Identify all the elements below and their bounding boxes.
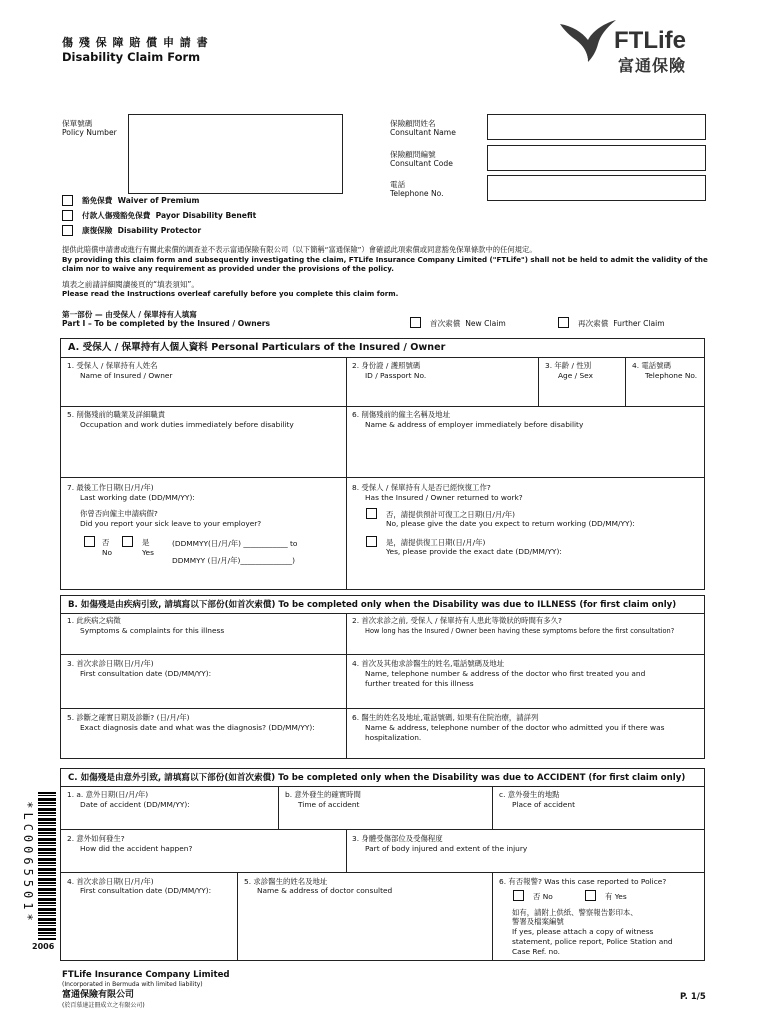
q8-no-en: No, please give the date you expect to return working (DD/MM/YY): (386, 519, 635, 528)
q8-yes-en: Yes, please provide the exact date (DD/MM/YY): (386, 547, 562, 556)
disability-protector-label: 康復保險 Disability Protector (82, 226, 202, 235)
telephone-label-zh: 電話 (390, 180, 406, 189)
consultant-name-field[interactable] (487, 114, 706, 140)
a-q1-en: Name of Insured / Owner (80, 371, 173, 380)
c-q5-zh: 5. 求診醫生的姓名及地址 (244, 877, 328, 886)
divider (346, 829, 347, 872)
c-q6-note-en1: If yes, please attach a copy of witness (512, 927, 654, 936)
a-q2-zh: 2. 身份證 / 護照號碼 (352, 361, 421, 370)
footer-incorporated-zh: (於百慕達註冊成立之有限公司) (62, 1002, 145, 1009)
read-instructions-en: Please read the Instructions overleaf carefully before you complete this claim form. (62, 289, 399, 298)
divider (492, 786, 493, 829)
telephone-label: Telephone No. (390, 189, 444, 198)
footer-incorporated: (Incorporated in Bermuda with limited liability) (62, 981, 203, 988)
sick-leave-yes-checkbox[interactable] (122, 536, 133, 547)
c-q1a-en: Date of accident (DD/MM/YY): (80, 800, 190, 809)
c-q1c-zh: c. 意外發生的地點 (499, 790, 560, 799)
payor-disability-checkbox[interactable] (62, 210, 73, 221)
c-q1b-zh: b. 意外發生的確實時間 (285, 790, 361, 799)
b-q6-en2: hospitalization. (365, 733, 422, 742)
consultant-code-field[interactable] (487, 145, 706, 171)
date-from-field[interactable]: (DDMMYY(日/月/年) ____________ to (172, 539, 298, 548)
a-q8-en: Has the Insured / Owner returned to work? (365, 493, 523, 502)
new-claim-label: 首次索償 New Claim (430, 319, 506, 328)
police-yes-checkbox[interactable] (585, 890, 596, 901)
c-q1a-zh: 1. a. 意外日期(日/月/年) (67, 790, 149, 799)
divider (237, 872, 238, 961)
b-q6-zh: 6. 醫生的姓名及地址,電話號碼, 如果有住院治療，請詳列 (352, 713, 539, 722)
b-q3-zh: 3. 首次求診日期(日/月/年) (67, 659, 154, 668)
c-q6-note-zh1: 如有，請附上供紙、警察報告影印本、 (512, 908, 638, 917)
notice-en-1: By providing this claim form and subsequently investigating the claim, FTLife Insurance Company Limited ("FTLife") shall not be held to admit the validity of the (62, 255, 708, 264)
b-q5-zh: 5. 診斷之確實日期及診斷? (日/月/年) (67, 713, 190, 722)
further-claim-checkbox[interactable] (558, 317, 569, 328)
payor-disability-label: 付款人傷殘豁免保費 Payor Disability Benefit (82, 211, 257, 220)
consultant-name-label: Consultant Name (390, 128, 456, 137)
footer-company-en: FTLife Insurance Company Limited (62, 970, 230, 980)
b-q1-en: Symptoms & complaints for this illness (80, 626, 225, 635)
a-q7-zh: 7. 最後工作日期(日/月/年) (67, 483, 154, 492)
c-q4-zh: 4. 首次求診日期(日/月/年) (67, 877, 154, 886)
q8-no-zh: 否，請提供預計可復工之日期(日/月/年) (386, 510, 515, 519)
a-q6-zh: 6. 削傷殘前的僱主名稱及地址 (352, 410, 451, 419)
logo-zh: 富通保險 (618, 56, 687, 75)
yes-en: Yes (142, 548, 154, 557)
waiver-of-premium-checkbox[interactable] (62, 195, 73, 206)
page-number: P. 1/5 (680, 992, 706, 1002)
title-en: Disability Claim Form (62, 50, 201, 64)
consultant-code-label: Consultant Code (390, 159, 453, 168)
c-q6-note-zh2: 警署及檔案編號 (512, 917, 564, 926)
a-q8-zh: 8. 受保人 / 保單持有人是否已經恢復工作? (352, 483, 491, 492)
divider (60, 872, 705, 873)
divider (60, 708, 705, 709)
consultant-code-label-zh: 保險顧問編號 (390, 150, 436, 159)
bird-logo-icon (558, 16, 618, 66)
part1-en: Part I – To be completed by the Insured / Owners (62, 319, 271, 328)
a-q5-en: Occupation and work duties immediately before disability (80, 420, 294, 429)
sick-leave-no-checkbox[interactable] (84, 536, 95, 547)
notice-en-2: claim nor to waive any requirement as provided under the provisions of the policy. (62, 264, 394, 273)
b-q6-en1: Name & address, telephone number of the doctor who admitted you if there was (365, 723, 665, 732)
yes-zh: 是 (142, 538, 150, 547)
divider (60, 406, 705, 407)
b-q2-en: How long has the Insured / Owner been having these symptoms before the first consultation? (365, 627, 675, 635)
barcode (38, 792, 56, 940)
further-claim-label: 再次索償 Further Claim (578, 319, 665, 328)
c-q1b-en: Time of accident (298, 800, 360, 809)
year-label: 2006 (32, 942, 55, 951)
a-q4-zh: 4. 電話號碼 (632, 361, 671, 370)
footer-company-zh: 富通保險有限公司 (62, 990, 135, 1000)
section-a-table (60, 357, 705, 590)
ftlife-logo (558, 16, 708, 82)
a-q5-zh: 5. 削傷殘前的職業及詳細職責 (67, 410, 166, 419)
c-q1c-en: Place of accident (512, 800, 576, 809)
waiver-of-premium-label: 豁免保費 Waiver of Premium (82, 196, 200, 205)
returned-yes-checkbox[interactable] (366, 536, 377, 547)
no-zh: 否 (102, 538, 110, 547)
c-q5-en: Name & address of doctor consulted (257, 886, 393, 895)
no-en: No (102, 548, 113, 557)
divider (60, 829, 705, 830)
policy-number-field[interactable] (128, 114, 343, 194)
divider (278, 786, 279, 829)
divider (60, 654, 705, 655)
divider (60, 477, 705, 478)
divider (346, 357, 347, 590)
consultant-name-label-zh: 保險顧問姓名 (390, 119, 436, 128)
a-q7b-en: Did you report your sick leave to your employer? (80, 519, 262, 528)
date-to-field[interactable]: DDMMYY (日/月/年)______________) (172, 556, 296, 565)
returned-no-checkbox[interactable] (366, 508, 377, 519)
q8-yes-zh: 是，請提供復工日期(日/月/年) (386, 538, 486, 547)
c-q3-zh: 3. 身體受傷部位及受傷程度 (352, 834, 443, 843)
b-q1-zh: 1. 此疾病之病徵 (67, 616, 121, 625)
b-q4-en1: Name, telephone number & address of the doctor who first treated you and (365, 669, 646, 678)
divider (538, 357, 539, 407)
c-q3-en: Part of body injured and extent of the injury (365, 844, 528, 853)
policy-number-label: Policy Number (62, 128, 117, 137)
a-q7b-zh: 你曾否向僱主申請病假? (80, 509, 158, 518)
new-claim-checkbox[interactable] (410, 317, 421, 328)
c-q6-note-en2: statement, police report, Police Station and (512, 937, 673, 946)
barcode-text: *LC0065501* (21, 801, 35, 925)
b-q3-en: First consultation date (DD/MM/YY): (80, 669, 212, 678)
c-q6-head: 6. 有否報警? Was this case reported to Police? (499, 877, 667, 886)
c-q2-en: How did the accident happen? (80, 844, 193, 853)
section-c-title: C. 如傷殘是由意外引致, 請填寫以下部份(如首次索償) To be completed only when the Disability was due to ACCIDENT (for first claim only) (60, 768, 705, 787)
c-q6-note-en3: Case Ref. no. (512, 947, 560, 956)
notice-zh: 提供此賠償申請書或進行有關此索償的調查並不表示富通保險有限公司（以下簡稱“富通保險”）會確認此項索償或同意豁免保單條款中的任何規定。 (62, 245, 537, 254)
read-instructions-zh: 填表之前請詳細閱讀後頁的“填表須知”。 (62, 280, 199, 289)
divider (625, 357, 626, 407)
b-q4-zh: 4. 首次及其他求診醫生的姓名,電話號碼及地址 (352, 659, 505, 668)
disability-protector-checkbox[interactable] (62, 225, 73, 236)
c-q4-en: First consultation date (DD/MM/YY): (80, 886, 212, 895)
a-q7-en: Last working date (DD/MM/YY): (80, 493, 195, 502)
a-q1-zh: 1. 受保人 / 保單持有人姓名 (67, 361, 158, 370)
section-a-title: A. 受保人 / 保單持有人個人資料 Personal Particulars of the Insured / Owner (60, 338, 705, 358)
part1-zh: 第一部份 — 由受保人 / 保單持有人填寫 (62, 310, 197, 319)
a-q3-zh: 3. 年齡 / 性別 (545, 361, 592, 370)
logo-text: FTLife (614, 27, 686, 54)
c-q2-zh: 2. 意外如何發生? (67, 834, 125, 843)
a-q3-en: Age / Sex (558, 371, 593, 380)
police-yes-label: 有 Yes (605, 892, 627, 901)
title-zh: 傷 殘 保 障 賠 償 申 請 書 (62, 36, 209, 49)
divider (346, 613, 347, 759)
section-b-title: B. 如傷殘是由疾病引致, 請填寫以下部份(如首次索償) To be completed only when the Disability was due to ILLNESS (for first claim only) (60, 595, 705, 614)
b-q4-en2: further treated for this illness (365, 679, 474, 688)
police-no-checkbox[interactable] (513, 890, 524, 901)
policy-number-label-zh: 保單號碼 (62, 119, 93, 128)
police-no-label: 否 No (533, 892, 553, 901)
a-q4-en: Telephone No. (645, 371, 698, 380)
a-q2-en: ID / Passport No. (365, 371, 427, 380)
telephone-field[interactable] (487, 175, 706, 201)
divider (492, 872, 493, 961)
a-q6-en: Name & address of employer immediately before disability (365, 420, 584, 429)
b-q2-zh: 2. 首次求診之前, 受保人 / 保單持有人患此等徵狀的時間有多久? (352, 616, 562, 625)
b-q5-en: Exact diagnosis date and what was the diagnosis? (DD/MM/YY): (80, 723, 315, 732)
